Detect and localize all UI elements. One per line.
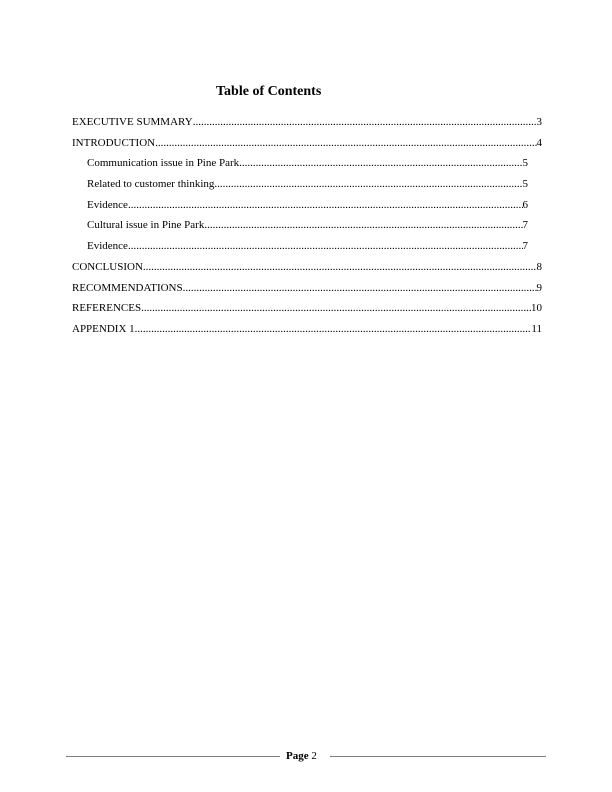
toc-entry-label: Evidence: [87, 240, 128, 253]
toc-leader-dots: [128, 195, 523, 216]
toc-entry-label: RECOMMENDATIONS: [72, 281, 183, 294]
toc-entry-page: 8: [536, 260, 542, 273]
toc-entry-page: 7: [522, 240, 528, 253]
footer-page-label: Page: [286, 750, 309, 762]
toc-entry-evidence-2[interactable]: [87, 236, 528, 257]
toc-leader-dots: [214, 174, 522, 195]
toc-entry-label: INTRODUCTION: [72, 136, 156, 149]
toc-entry-page: 5: [522, 157, 528, 170]
footer-rule-left: [66, 756, 280, 757]
footer-page-number: [286, 748, 317, 764]
toc-entry-recommendations[interactable]: [72, 278, 542, 299]
toc-leader-dots: [183, 278, 537, 299]
page-footer: [66, 748, 546, 764]
toc-entry-label: Cultural issue in Pine Park: [87, 219, 205, 232]
toc-entry-label: Evidence: [87, 198, 128, 211]
toc-title: Table of Contents: [216, 84, 322, 99]
toc-entry-appendix-1[interactable]: [72, 319, 542, 340]
toc-entry-label: REFERENCES: [72, 302, 142, 315]
toc-leader-dots: [155, 133, 536, 154]
toc-list: [72, 112, 542, 340]
toc-entry-label: EXECUTIVE SUMMARY: [72, 116, 193, 128]
toc-entry-customer-thinking[interactable]: [87, 174, 528, 195]
toc-leader-dots: [239, 153, 522, 174]
toc-entry-evidence-1[interactable]: [87, 195, 528, 216]
toc-entry-page: 9: [536, 281, 542, 294]
toc-entry-references[interactable]: [72, 298, 542, 319]
toc-entry-executive-summary[interactable]: [72, 112, 542, 133]
toc-entry-introduction[interactable]: [72, 133, 542, 154]
toc-entry-label: Communication issue in Pine Park: [87, 157, 240, 170]
toc-leader-dots: [193, 112, 537, 133]
toc-leader-dots: [204, 215, 522, 236]
toc-leader-dots: [141, 298, 531, 319]
toc-entry-label: Related to customer thinking: [87, 178, 215, 191]
toc-entry-page: 5: [522, 178, 528, 191]
toc-entry-page: 3: [536, 116, 542, 128]
toc-entry-page: 11: [531, 322, 542, 335]
toc-entry-label: CONCLUSION: [72, 260, 143, 273]
toc-leader-dots: [143, 257, 537, 278]
toc-entry-communication-issue[interactable]: [87, 153, 528, 174]
toc-entry-page: 6: [522, 198, 528, 211]
footer-rule-right: [330, 756, 546, 757]
footer-page-value: 2: [311, 750, 317, 762]
toc-entry-label: APPENDIX 1: [72, 322, 135, 335]
toc-entry-page: 10: [531, 302, 542, 315]
toc-entry-conclusion[interactable]: [72, 257, 542, 278]
toc-entry-cultural-issue[interactable]: [87, 215, 528, 236]
toc-entry-page: 4: [536, 136, 542, 149]
toc-leader-dots: [135, 319, 532, 340]
toc-entry-page: 7: [522, 219, 528, 232]
toc-leader-dots: [128, 236, 523, 257]
